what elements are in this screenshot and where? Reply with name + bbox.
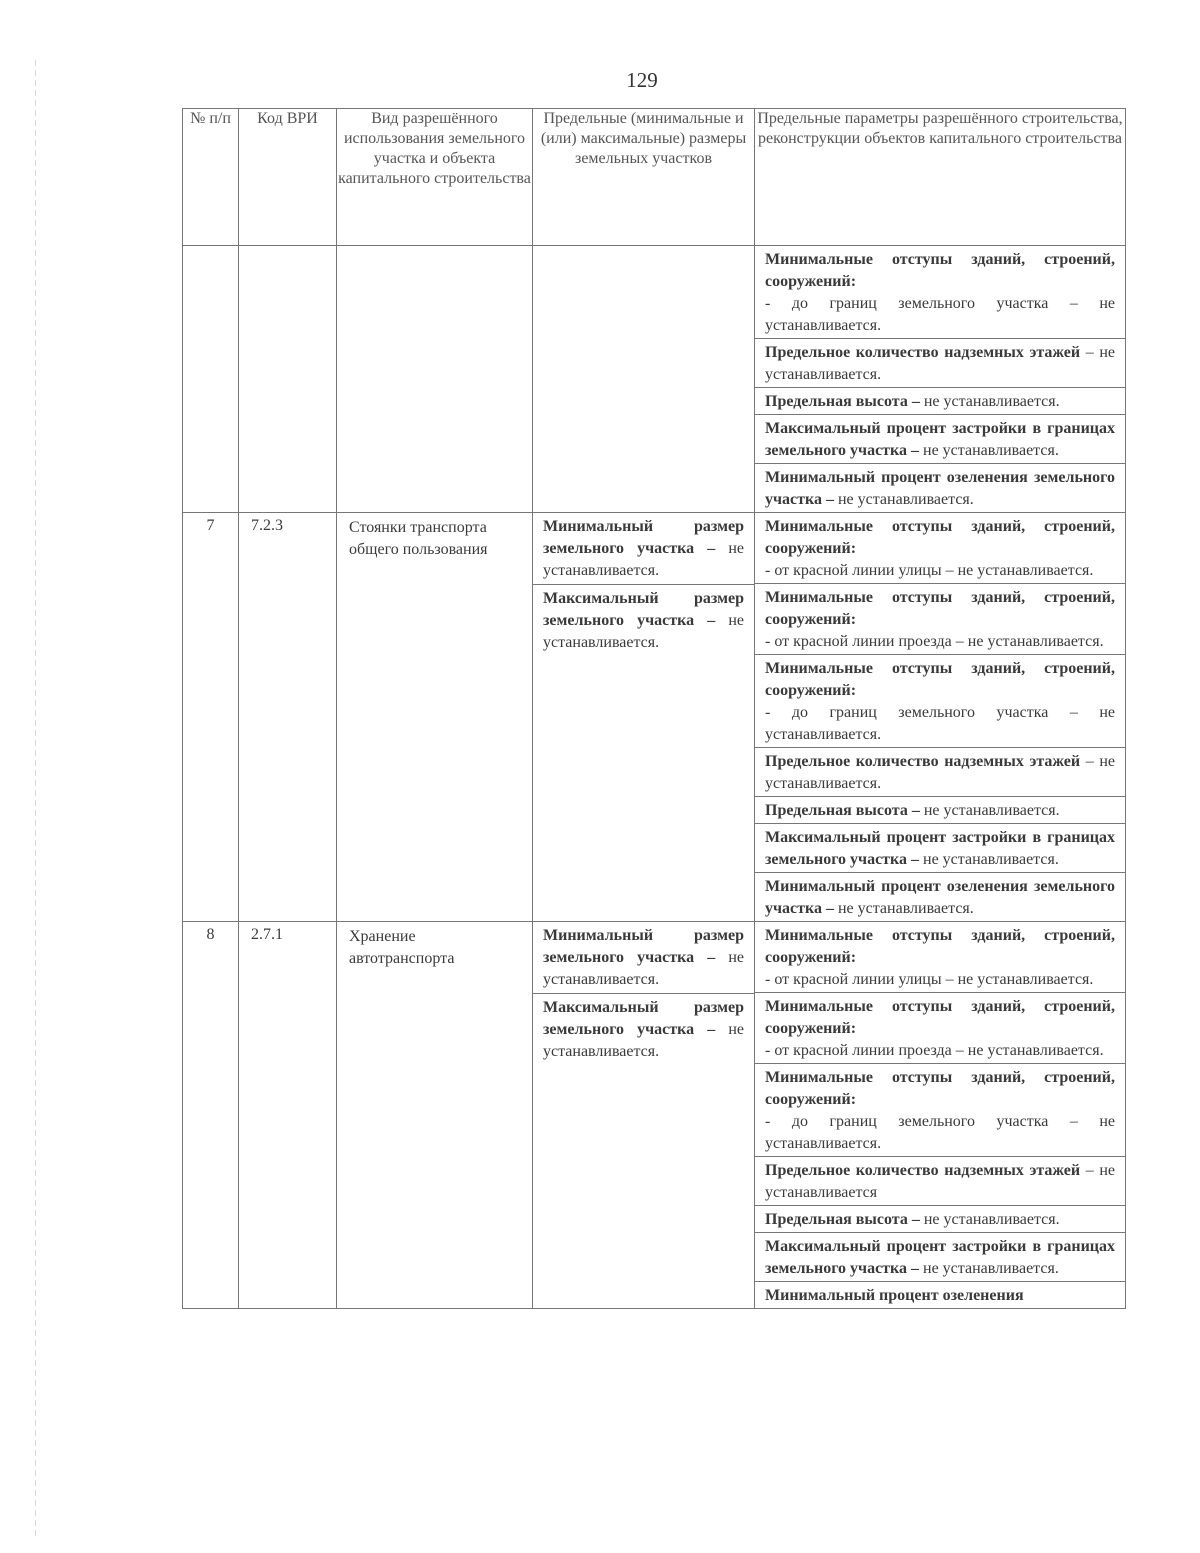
- param-value: – не устанавливается.: [765, 344, 1115, 383]
- construction-param: [755, 1233, 1125, 1282]
- param-title: Минимальные отступы зданий, строений, сооружений:: [765, 251, 1115, 290]
- construction-params-cell: [755, 513, 1126, 922]
- construction-param: [755, 1157, 1125, 1206]
- row-number: 8: [183, 922, 239, 1309]
- plot-size-entry: [533, 922, 754, 994]
- param-title: Предельное количество надземных этажей: [765, 1162, 1081, 1179]
- construction-param: [755, 246, 1125, 339]
- param-value: – не устанавливается.: [765, 753, 1115, 792]
- construction-param: [755, 584, 1125, 655]
- param-title: Максимальный процент застройки в границах земельного участка –: [765, 420, 1115, 459]
- param-value: не устанавливается.: [919, 851, 1059, 868]
- param-title: Предельная высота –: [765, 393, 920, 410]
- param-value: - от красной линии проезда – не устанавливается.: [765, 633, 1104, 650]
- param-value: – не устанавливается: [765, 1162, 1115, 1201]
- construction-param: [755, 655, 1125, 748]
- plot-size-value: не устанавливается.: [543, 540, 745, 579]
- param-title: Предельное количество надземных этажей: [765, 753, 1081, 770]
- use-type-name: Стоянки транспорта общего пользования: [337, 513, 533, 922]
- param-value: не устанавливается.: [919, 393, 1060, 410]
- row-number: 7: [183, 513, 239, 922]
- param-title: Максимальный процент застройки в границах земельного участка –: [765, 829, 1115, 868]
- construction-param: [755, 513, 1125, 584]
- header-code: Код ВРИ: [239, 109, 337, 246]
- plot-size-title: Минимальный размер земельного участка –: [543, 927, 744, 966]
- param-title: Минимальные отступы зданий, строений, сооружений:: [765, 998, 1115, 1037]
- construction-params-cell: [755, 246, 1126, 513]
- table-row: [183, 513, 1126, 922]
- param-title: Максимальный процент застройки в границах земельного участка –: [765, 1238, 1115, 1277]
- param-title: Минимальные отступы зданий, строений, сооружений:: [765, 660, 1115, 699]
- construction-param: [755, 415, 1125, 464]
- plot-sizes-cell: [533, 513, 755, 922]
- param-value: - до границ земельного участка – не устанавливается.: [765, 704, 1115, 743]
- param-title: Минимальные отступы зданий, строений, сооружений:: [765, 1069, 1115, 1108]
- param-value: не устанавливается.: [833, 900, 974, 917]
- construction-param: [755, 993, 1125, 1064]
- param-title: Минимальные отступы зданий, строений, сооружений:: [765, 518, 1115, 557]
- plot-size-entry: [533, 994, 754, 1065]
- construction-param: [755, 339, 1125, 388]
- param-title: Минимальные отступы зданий, строений, сооружений:: [765, 589, 1115, 628]
- construction-param: [755, 1206, 1125, 1233]
- plot-size-title: Минимальный размер земельного участка –: [543, 518, 744, 557]
- param-title: Предельная высота –: [765, 802, 920, 819]
- param-value: - от красной линии улицы – не устанавливается.: [765, 562, 1094, 579]
- construction-param: [755, 873, 1125, 921]
- header-num: № п/п: [183, 109, 239, 246]
- vri-code: [239, 246, 337, 513]
- param-value: - от красной линии улицы – не устанавливается.: [765, 971, 1094, 988]
- param-title: Минимальный процент озеленения: [765, 1287, 1024, 1304]
- vri-code: 2.7.1: [239, 922, 337, 1309]
- plot-size-value: не устанавливается.: [543, 949, 745, 988]
- construction-param: [755, 797, 1125, 824]
- plot-size-title: Максимальный размер земельного участка –: [543, 590, 744, 629]
- param-title: Предельное количество надземных этажей: [765, 344, 1081, 361]
- param-value: - от красной линии проезда – не устанавливается.: [765, 1042, 1104, 1059]
- page-number: 129: [626, 68, 658, 92]
- plot-size-title: Максимальный размер земельного участка –: [543, 999, 744, 1038]
- param-value: не устанавливается.: [919, 1211, 1060, 1228]
- regulations-table: [182, 108, 1126, 1309]
- plot-sizes-cell: [533, 246, 755, 513]
- construction-param: [755, 464, 1125, 512]
- param-value: не устанавливается.: [919, 442, 1059, 459]
- header-sizes: Предельные (минимальные и (или) максимальные) размеры земельных участков: [533, 109, 755, 246]
- plot-size-entry: [533, 585, 754, 656]
- table-body: [183, 246, 1126, 1309]
- param-value: не устанавливается.: [833, 491, 974, 508]
- param-value: - до границ земельного участка – не устанавливается.: [765, 1113, 1115, 1152]
- plot-size-value: не устанавливается.: [543, 1021, 745, 1060]
- param-title: Минимальный процент озеленения земельного участка –: [765, 878, 1115, 917]
- header-params: Предельные параметры разрешённого строительства, реконструкции объектов капитального строительства: [755, 109, 1126, 246]
- construction-param: [755, 1282, 1125, 1308]
- construction-param: [755, 388, 1125, 415]
- param-title: Минимальные отступы зданий, строений, сооружений:: [765, 927, 1115, 966]
- construction-params-cell: [755, 922, 1126, 1309]
- construction-param: [755, 922, 1125, 993]
- construction-param: [755, 748, 1125, 797]
- table-header: [183, 109, 1126, 246]
- param-value: не устанавливается.: [919, 802, 1060, 819]
- param-title: Минимальный процент озеленения земельного участка –: [765, 469, 1115, 508]
- param-value: не устанавливается.: [919, 1260, 1059, 1277]
- use-type-name: [337, 246, 533, 513]
- scan-margin-line: [35, 60, 36, 1540]
- plot-size-entry: [533, 513, 754, 585]
- vri-code: 7.2.3: [239, 513, 337, 922]
- table-row: [183, 922, 1126, 1309]
- plot-sizes-cell: [533, 922, 755, 1309]
- construction-param: [755, 824, 1125, 873]
- row-number: [183, 246, 239, 513]
- plot-size-value: не устанавливается.: [543, 612, 745, 651]
- param-title: Предельная высота –: [765, 1211, 920, 1228]
- param-value: - до границ земельного участка – не устанавливается.: [765, 295, 1115, 334]
- header-use: Вид разрешённого использования земельного участка и объекта капитального строительства: [337, 109, 533, 246]
- table-row: [183, 246, 1126, 513]
- construction-param: [755, 1064, 1125, 1157]
- use-type-name: Хранение автотранспорта: [337, 922, 533, 1309]
